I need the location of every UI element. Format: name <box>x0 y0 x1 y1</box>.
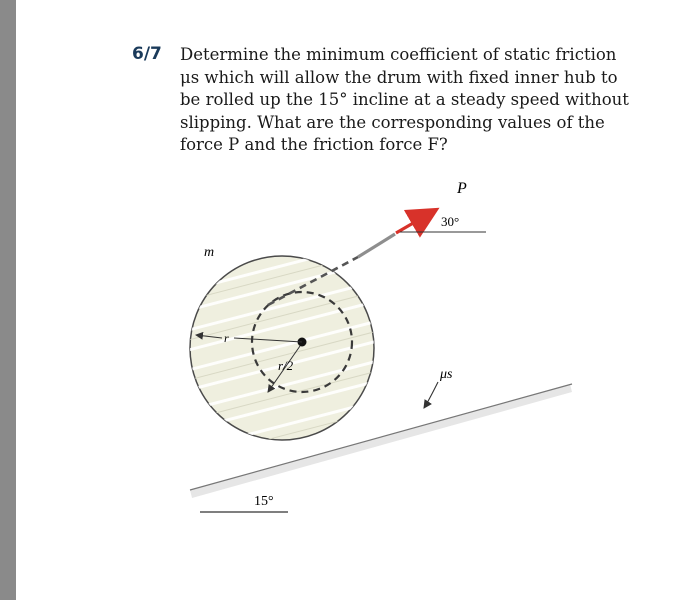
problem-number: 6/7 <box>132 44 162 64</box>
force-angle-label: 30° <box>441 214 460 229</box>
mass-label: m <box>204 245 215 260</box>
outer-radius-label: r <box>224 331 229 345</box>
force-arrow <box>396 211 434 233</box>
problem-line-5: force P and the friction force F? <box>180 135 448 154</box>
friction-leader <box>424 382 438 408</box>
inner-radius-label: r/2 <box>278 358 294 373</box>
problem-line-3: be rolled up the 15° incline at a steady speed without <box>180 90 629 109</box>
problem-line-2: μs which will allow the drum with fixed inner hub to <box>180 67 618 87</box>
force-label: P <box>457 180 467 197</box>
drum <box>150 190 420 480</box>
incline-angle-label: 15° <box>254 494 274 509</box>
problem-line-4: slipping. What are the corresponding values of the <box>180 112 605 132</box>
cable <box>358 234 395 257</box>
problem-line-1: Determine the minimum coefficient of static friction <box>180 45 617 64</box>
friction-label: μs <box>440 367 453 382</box>
